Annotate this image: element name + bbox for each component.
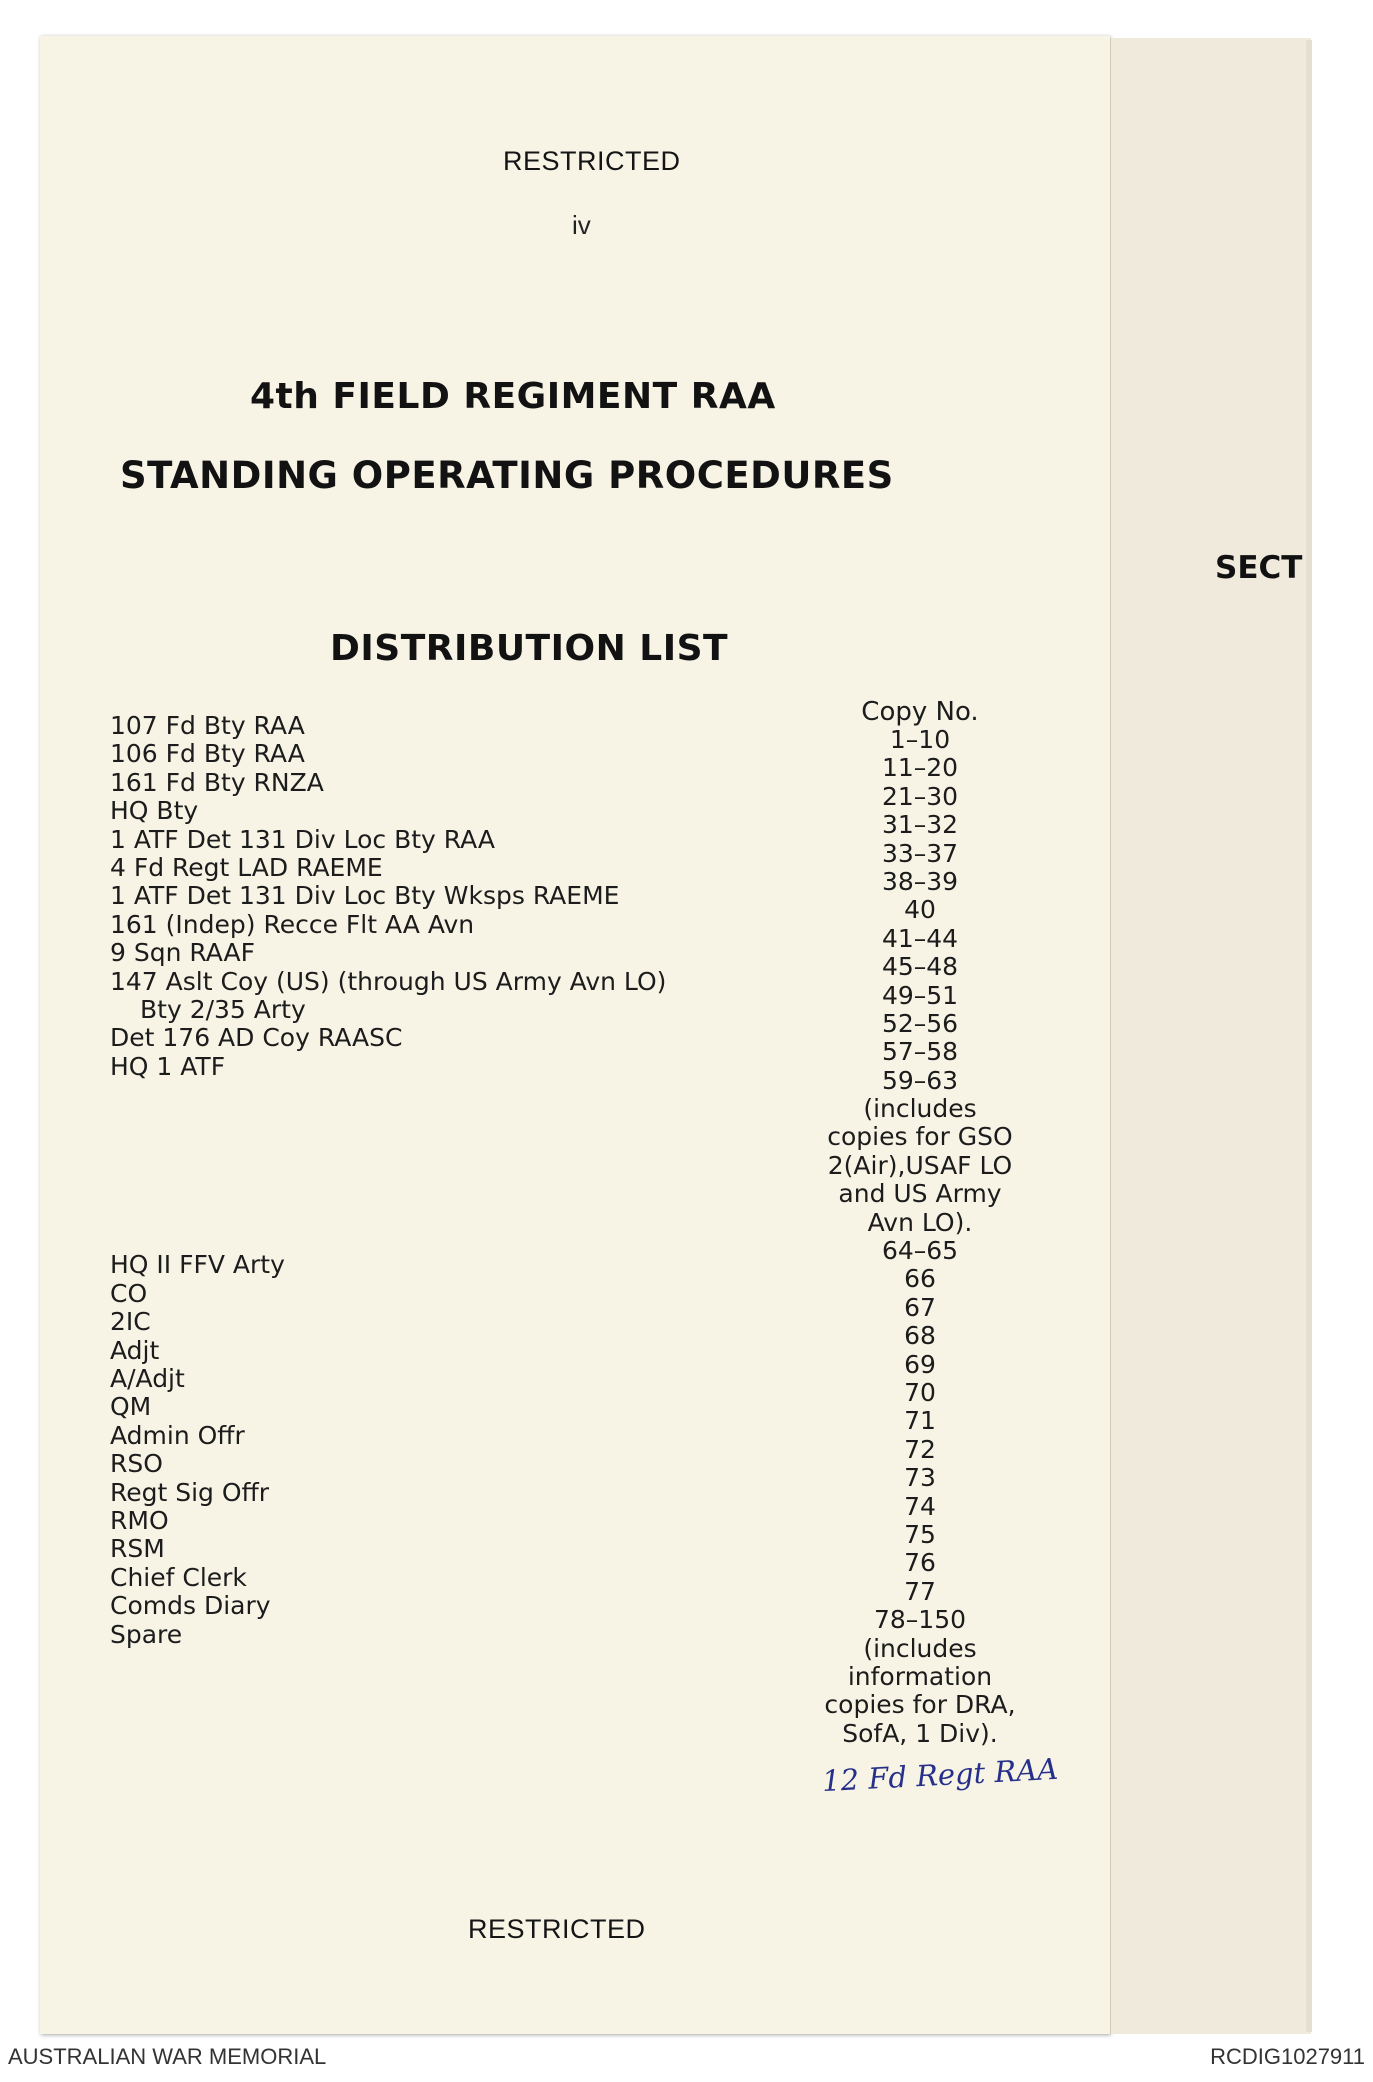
handwritten-annotation: 12 Fd Regt RAA xyxy=(821,1751,1059,1799)
distribution-unit-row: 1 ATF Det 131 Div Loc Bty Wksps RAEME xyxy=(110,881,620,911)
distribution-unit-row: 161 Fd Bty RNZA xyxy=(110,767,324,797)
copy-number-row: (includes xyxy=(863,1633,977,1663)
distribution-unit-row: 4 Fd Regt LAD RAEME xyxy=(110,852,383,882)
copy-number-row: 74 xyxy=(904,1491,936,1521)
copy-number-row: 21–30 xyxy=(881,781,959,811)
copy-number-row: 52–56 xyxy=(881,1008,959,1038)
distribution-unit-row xyxy=(110,1081,666,1109)
distribution-unit-row: 106 Fd Bty RAA xyxy=(110,739,305,769)
copy-number-row: 75 xyxy=(904,1519,936,1549)
copy-number-row: 11–20 xyxy=(881,753,959,783)
copy-number-row: information xyxy=(847,1661,993,1691)
sop-title: STANDING OPERATING PROCEDURES xyxy=(120,454,894,497)
copy-number-row: 49–51 xyxy=(881,980,959,1010)
copy-number-row: 1–10 xyxy=(889,725,951,754)
distribution-unit-row: 9 Sqn RAAF xyxy=(110,938,256,968)
distribution-unit-row: QM xyxy=(110,1392,152,1422)
distribution-unit-row: 1 ATF Det 131 Div Loc Bty RAA xyxy=(110,824,496,854)
copy-number-row: 41–44 xyxy=(881,923,959,953)
copy-number-header: Copy No. xyxy=(861,697,979,727)
copy-number-row: 64–65 xyxy=(881,1236,959,1266)
copy-number-row: 77 xyxy=(904,1576,936,1606)
copy-number-row: 69 xyxy=(904,1349,936,1379)
document-page xyxy=(40,36,1110,2034)
copy-number-row: copies for GSO xyxy=(827,1122,1013,1152)
distribution-unit-row xyxy=(110,1223,666,1251)
distribution-unit-row: Adjt xyxy=(110,1335,160,1365)
copy-number-row: SofA, 1 Div). xyxy=(842,1718,998,1748)
copy-number-row: 71 xyxy=(904,1406,936,1436)
copy-number-row: 68 xyxy=(904,1321,936,1351)
copy-number-list xyxy=(810,698,1030,726)
copy-number-row: 72 xyxy=(904,1434,936,1464)
copy-number-values xyxy=(810,726,1030,1748)
copy-number-row: 45–48 xyxy=(881,952,959,982)
adjacent-page xyxy=(1110,38,1311,2034)
page-number: iv xyxy=(572,210,591,240)
copy-number-row: 40 xyxy=(904,895,936,925)
copy-number-row: 66 xyxy=(904,1264,936,1294)
distribution-unit-row: Bty 2/35 Arty xyxy=(140,994,306,1024)
distribution-unit-row: HQ 1 ATF xyxy=(110,1051,226,1081)
distribution-unit-row xyxy=(110,1166,666,1194)
copy-number-row: 33–37 xyxy=(881,838,959,868)
distribution-unit-row: 161 (Indep) Recce Flt AA Avn xyxy=(110,909,475,939)
distribution-unit-row: RMO xyxy=(110,1505,169,1535)
distribution-unit-row xyxy=(110,1138,666,1166)
copy-number-row: Avn LO). xyxy=(867,1207,973,1237)
copy-number-row: 57–58 xyxy=(881,1037,959,1067)
distribution-unit-row: CO xyxy=(110,1278,148,1308)
copy-number-row: (includes xyxy=(863,1094,977,1124)
distribution-unit-row: Regt Sig Offr xyxy=(110,1477,270,1507)
distribution-unit-row: Comds Diary xyxy=(110,1591,271,1621)
distribution-unit-row xyxy=(110,1195,666,1223)
regiment-title: 4th FIELD REGIMENT RAA xyxy=(250,376,776,417)
distribution-unit-row: HQ II FFV Arty xyxy=(110,1250,285,1280)
credit-right: RCDIG1027911 xyxy=(1210,2044,1365,2069)
copy-number-row: 59–63 xyxy=(881,1065,959,1095)
page-edge xyxy=(1306,40,1312,2032)
credit-left: AUSTRALIAN WAR MEMORIAL xyxy=(8,2044,327,2069)
unit-list xyxy=(110,712,666,1649)
distribution-list-title: DISTRIBUTION LIST xyxy=(330,628,729,669)
distribution-unit-row: Admin Offr xyxy=(110,1420,245,1450)
copy-number-row: 70 xyxy=(904,1377,936,1407)
copy-number-row: 76 xyxy=(904,1548,936,1578)
distribution-unit-row: Det 176 AD Coy RAASC xyxy=(110,1023,403,1053)
distribution-unit-row: Chief Clerk xyxy=(110,1562,247,1592)
adjacent-page-heading: SECT xyxy=(1215,550,1303,586)
distribution-unit-row: HQ Bty xyxy=(110,796,199,826)
copy-number-row: and US Army xyxy=(838,1179,1002,1209)
copy-number-row: 78–150 xyxy=(873,1605,967,1635)
copy-number-row: 38–39 xyxy=(881,866,959,896)
copy-number-row: 67 xyxy=(904,1292,936,1322)
copy-number-row: 31–32 xyxy=(881,810,959,840)
distribution-unit-row: A/Adjt xyxy=(110,1363,185,1393)
distribution-unit-row: RSM xyxy=(110,1534,165,1564)
distribution-unit-row: 147 Aslt Coy (US) (through US Army Avn LO) xyxy=(110,966,667,996)
header-classification: RESTRICTED xyxy=(503,146,681,176)
copy-number-row: 73 xyxy=(904,1463,936,1493)
distribution-unit-row: RSO xyxy=(110,1449,163,1479)
copy-number-row: 2(Air),USAF LO xyxy=(827,1150,1013,1180)
footer-classification: RESTRICTED xyxy=(468,1914,646,1944)
distribution-unit-row: 2IC xyxy=(110,1307,151,1337)
distribution-unit-row: 107 Fd Bty RAA xyxy=(110,711,305,740)
distribution-unit-row: Spare xyxy=(110,1619,183,1649)
copy-number-row: copies for DRA, xyxy=(824,1690,1016,1720)
distribution-unit-row xyxy=(110,1109,666,1137)
